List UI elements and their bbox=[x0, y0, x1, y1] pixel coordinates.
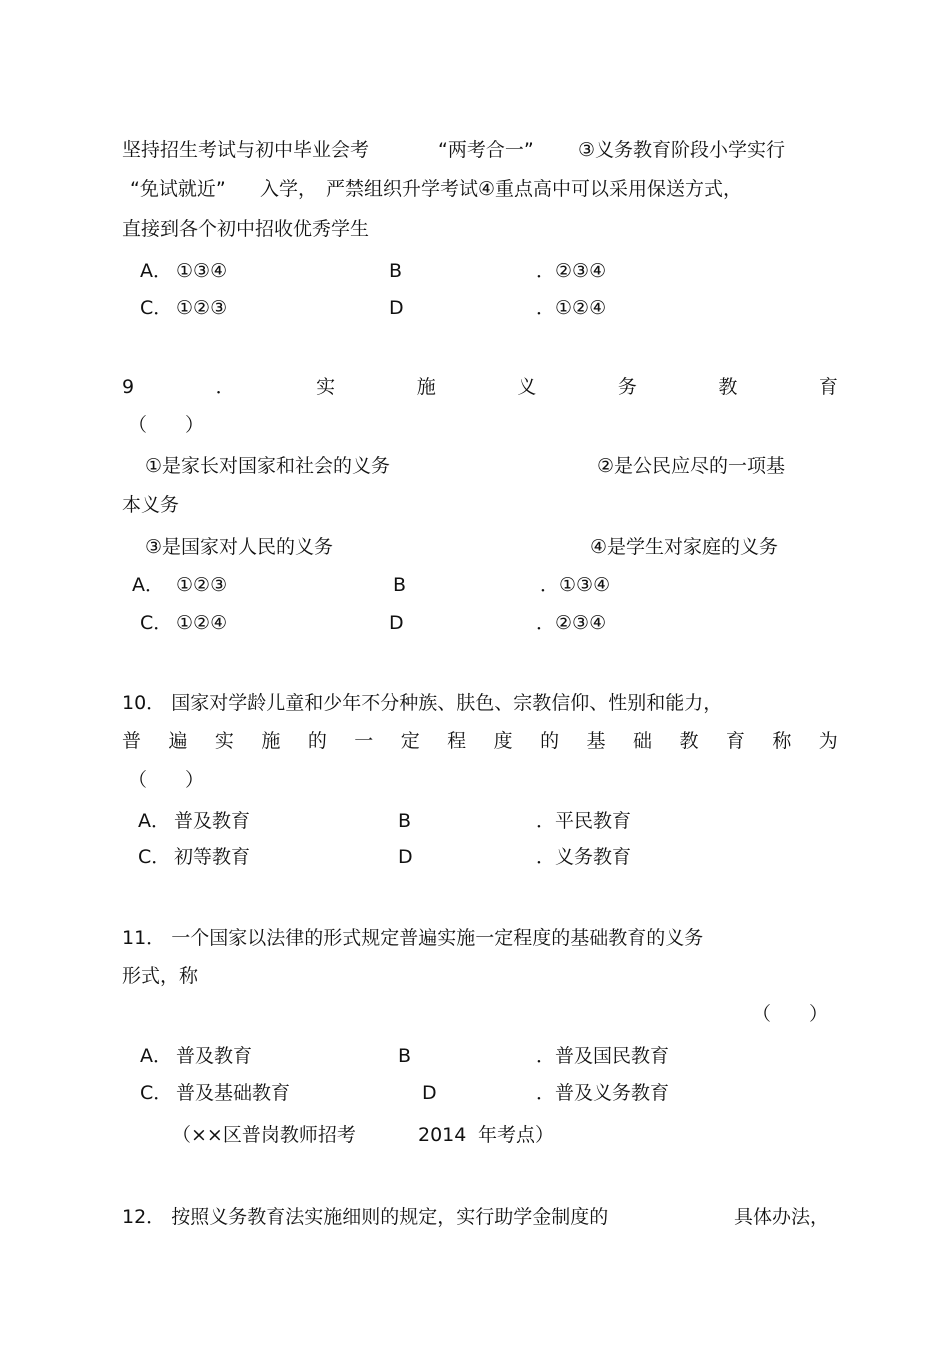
q11-answer-paren: （ ） bbox=[752, 1003, 829, 1025]
q8-option-d-text: ．①②④ bbox=[536, 297, 607, 319]
q11-option-c-letter: C． bbox=[140, 1082, 173, 1104]
q9-stem-char: 9 bbox=[122, 376, 135, 398]
q8-text-line1a: 坚持招生考试与初中毕业会考 bbox=[122, 139, 370, 161]
q9-option-c-text: ①②④ bbox=[176, 612, 228, 634]
q10-stem-char: 育 bbox=[725, 730, 745, 752]
q9-option-b-text: ．①③④ bbox=[540, 574, 611, 596]
q10-stem-char: 施 bbox=[261, 730, 281, 752]
q9-stem-char: ． bbox=[215, 376, 235, 398]
q10-stem-char: 为 bbox=[818, 730, 838, 752]
q10-stem-line2 bbox=[122, 729, 838, 753]
q10-answer-paren: （ ） bbox=[128, 769, 205, 791]
q10-stem-char: 普 bbox=[122, 730, 142, 752]
q10-stem-char: 础 bbox=[632, 730, 652, 752]
q9-option-a-text: ①②③ bbox=[176, 574, 228, 596]
q11-stem-line1: 11． 一个国家以法律的形式规定普遍实施一定程度的基础教育的义务 bbox=[122, 927, 704, 949]
q10-stem-char: 定 bbox=[400, 730, 420, 752]
q10-option-c-text: 初等教育 bbox=[174, 846, 251, 868]
q9-stem bbox=[122, 375, 838, 399]
q10-stem-char: 一 bbox=[354, 730, 374, 752]
q10-stem-char: 教 bbox=[679, 730, 699, 752]
q11-source-year: 2014 bbox=[418, 1124, 467, 1146]
q10-stem-char: 遍 bbox=[168, 730, 188, 752]
q11-option-b-letter: B bbox=[398, 1045, 412, 1067]
q12-stem-line1a: 12． 按照义务教育法实施细则的规定，实行助学金制度的 bbox=[122, 1206, 609, 1228]
q10-option-a-letter: A． bbox=[138, 810, 170, 832]
q9-stem-char: 实 bbox=[316, 376, 336, 398]
q9-stem-char: 务 bbox=[617, 376, 637, 398]
q8-option-c-text: ①②③ bbox=[176, 297, 228, 319]
q10-stem-char: 基 bbox=[586, 730, 606, 752]
q10-stem-line1: 10． 国家对学龄儿童和少年不分种族、肤色、宗教信仰、性别和能力， bbox=[122, 692, 723, 714]
q10-stem-char: 的 bbox=[540, 730, 560, 752]
q8-option-a-text: ①③④ bbox=[176, 260, 228, 282]
q9-stem-char: 义 bbox=[517, 376, 537, 398]
q10-stem-char: 的 bbox=[307, 730, 327, 752]
q11-source-suffix: 年考点） bbox=[478, 1124, 555, 1146]
q9-item-2a: ②是公民应尽的一项基 bbox=[597, 455, 786, 477]
q9-item-2b: 本义务 bbox=[122, 494, 180, 516]
q8-text-line1c: ③义务教育阶段小学实行 bbox=[578, 139, 786, 161]
q10-option-a-text: 普及教育 bbox=[174, 810, 251, 832]
q9-option-d-text: ．②③④ bbox=[536, 612, 607, 634]
q8-option-b-text: ．②③④ bbox=[536, 260, 607, 282]
q10-stem-char: 称 bbox=[772, 730, 792, 752]
q11-stem-line2: 形式，称 bbox=[122, 965, 199, 987]
q8-text-line1b: “两考合一” bbox=[438, 139, 534, 161]
q12-stem-line1b: 具体办法， bbox=[734, 1206, 830, 1228]
q8-text-line3: 直接到各个初中招收优秀学生 bbox=[122, 218, 370, 240]
q11-option-d-text: ．普及义务教育 bbox=[536, 1082, 670, 1104]
q11-option-c-text: 普及基础教育 bbox=[176, 1082, 291, 1104]
q9-answer-paren: （ ） bbox=[128, 414, 205, 436]
q11-option-a-text: 普及教育 bbox=[176, 1045, 253, 1067]
q10-stem-char: 程 bbox=[447, 730, 467, 752]
q10-option-b-text: ．平民教育 bbox=[536, 810, 632, 832]
q8-text-line2b: 入学， bbox=[260, 178, 318, 200]
q9-item-1: ①是家长对国家和社会的义务 bbox=[145, 455, 391, 477]
q8-text-line2c: 严禁组织升学考试④重点高中可以采用保送方式， bbox=[326, 178, 743, 200]
q9-option-a-letter: A． bbox=[132, 574, 164, 596]
q10-option-d-letter: D bbox=[398, 846, 413, 868]
q10-option-d-text: ．义务教育 bbox=[536, 846, 632, 868]
q9-option-b-letter: B bbox=[393, 574, 407, 596]
q8-option-b-letter: B bbox=[389, 260, 403, 282]
q9-option-d-letter: D bbox=[389, 612, 404, 634]
q8-option-d-letter: D bbox=[389, 297, 404, 319]
q8-option-c-letter: C． bbox=[140, 297, 173, 319]
q9-item-4: ④是学生对家庭的义务 bbox=[590, 536, 779, 558]
q10-option-c-letter: C． bbox=[138, 846, 171, 868]
q9-stem-char: 教 bbox=[718, 376, 738, 398]
q10-option-b-letter: B bbox=[398, 810, 412, 832]
q11-option-d-letter: D bbox=[422, 1082, 437, 1104]
q11-source-note: （××区普岗教师招考 bbox=[172, 1124, 356, 1146]
q8-option-a-letter: A． bbox=[140, 260, 172, 282]
q9-item-3: ③是国家对人民的义务 bbox=[145, 536, 334, 558]
q10-stem-char: 实 bbox=[214, 730, 234, 752]
q10-stem-char: 度 bbox=[493, 730, 513, 752]
q9-option-c-letter: C． bbox=[140, 612, 173, 634]
q9-stem-char: 施 bbox=[416, 376, 436, 398]
q11-option-b-text: ．普及国民教育 bbox=[536, 1045, 670, 1067]
q9-stem-char: 育 bbox=[818, 376, 838, 398]
q11-option-a-letter: A． bbox=[140, 1045, 172, 1067]
q8-text-line2a: “免试就近” bbox=[130, 178, 226, 200]
